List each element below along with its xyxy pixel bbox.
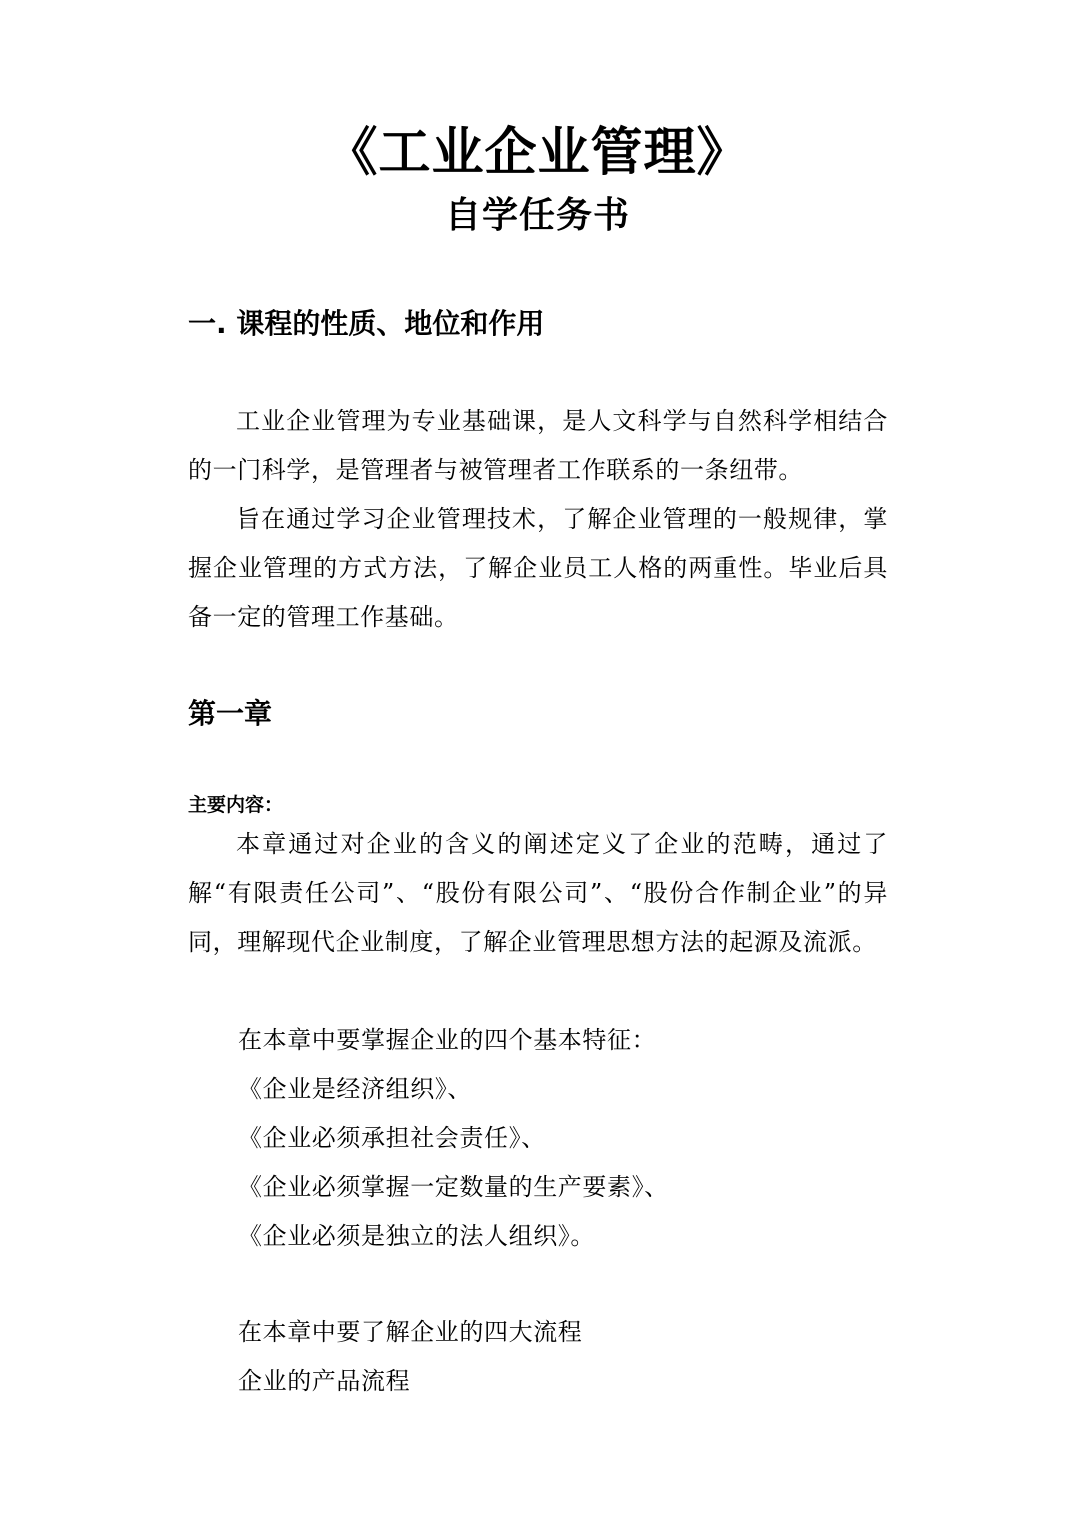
document-title: 《工业企业管理》	[325, 123, 750, 183]
section-paragraph-1: 工业企业管理为专业基础课，是人文科学与自然科学相结合的一门科学，是管理者与被管理者工作联系的一条纽带。	[188, 407, 888, 484]
feature-item: 《企业必须掌握一定数量的生产要素》、	[238, 1173, 669, 1201]
features-intro: 在本章中要掌握企业的四个基本特征：	[238, 1026, 657, 1054]
document-subtitle: 自学任务书	[444, 195, 630, 236]
process-item: 企业的产品流程	[238, 1367, 411, 1395]
process-intro: 在本章中要了解企业的四大流程	[238, 1318, 583, 1346]
section-heading-nature: 一. 课程的性质、地位和作用	[188, 307, 545, 340]
chapter-heading: 第一章	[188, 697, 273, 730]
feature-item: 《企业是经济组织》、	[238, 1075, 472, 1103]
chapter-paragraph: 本章通过对企业的含义的阐述定义了企业的范畴，通过了解“有限责任公司”、“股份有限公司”、“股份合作制企业”的异同，理解现代企业制度，了解企业管理思想方法的起源及流派。	[188, 830, 888, 956]
main-content-label: 主要内容：	[188, 794, 284, 816]
feature-item: 《企业必须承担社会责任》、	[238, 1124, 546, 1152]
section-paragraph-2: 旨在通过学习企业管理技术，了解企业管理的一般规律，掌握企业管理的方式方法，了解企业员工人格的两重性。毕业后具备一定的管理工作基础。	[188, 505, 888, 631]
feature-item: 《企业必须是独立的法人组织》。	[238, 1222, 595, 1250]
